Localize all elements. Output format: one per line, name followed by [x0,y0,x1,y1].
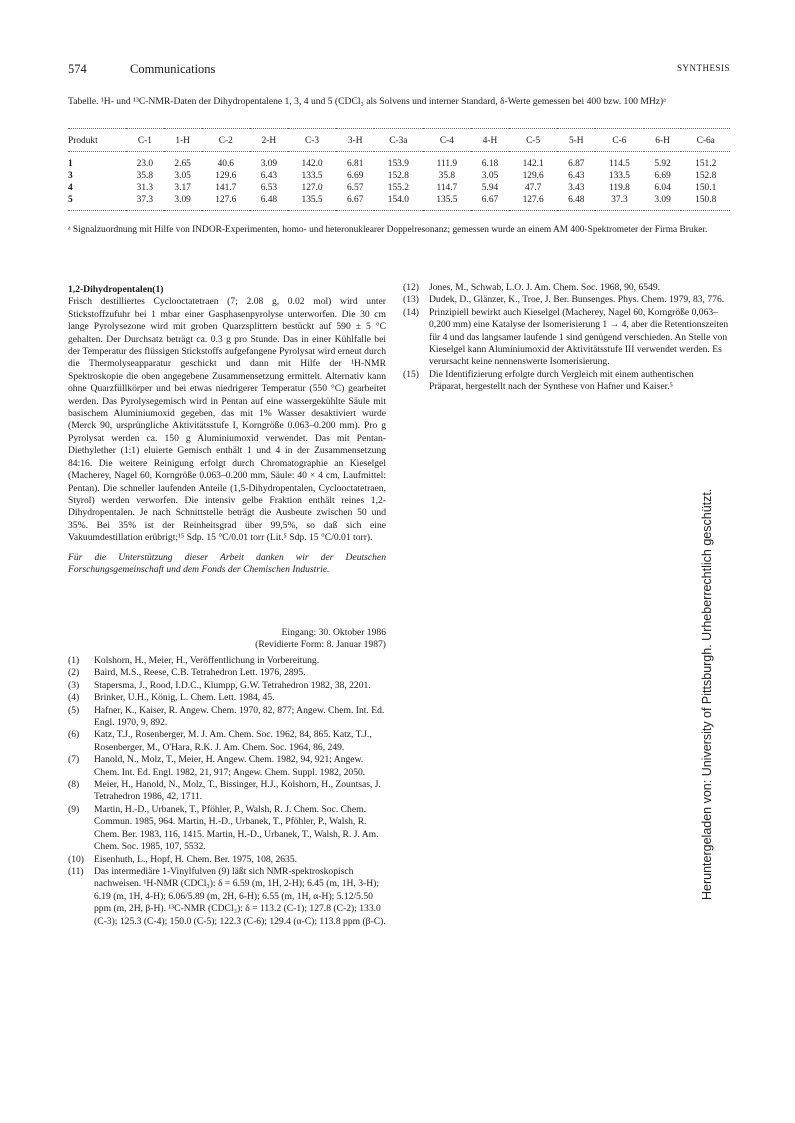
column-header: C-5 [509,129,558,152]
page-number: 574 [68,62,87,76]
table-cell: 114.7 [436,183,458,193]
table-cell: 141.7 [215,183,237,193]
column-header: 6-H [644,129,682,152]
table-header-row [68,129,730,152]
table-cell: 6.57 [346,183,364,193]
reference-number: (15) [403,368,419,380]
table-cell: 35.8 [438,171,456,181]
column-header: 1-H [164,129,202,152]
column-header: 2-H [250,129,288,152]
reference-number: (7) [68,754,80,766]
table-row [68,170,730,182]
table-cell: 35.8 [136,171,154,181]
reference-item [403,294,730,306]
reference-item [68,804,386,854]
received-date: Eingang: 30. Oktober 1986 [281,627,386,638]
reference-text: Hanold, N., Molz, T., Meier, H. Angew. Chem. 1982, 94, 921; Angew. Chem. Int. Ed. Engl. 1982, 21, 917; Angew. Chem. Suppl. 1982, 2050. [94,754,366,778]
table-cell: 133.5 [608,171,630,181]
reference-text: Kolshorn, H., Meier, H., Veröffentlichung in Vorbereitung. [94,655,320,666]
table-cell: 127.6 [509,194,558,211]
left-column [68,284,386,576]
reference-item [68,779,386,804]
table-cell: 129.6 [215,171,237,181]
table-footnote: ᵃ Signalzuordnung mit Hilfe von INDOR-Experimenten, homo- und heteronuklearer Doppelresonanz; gemessen wurde an einem AM 400-Spektrometer der Firma Bruker. [68,225,708,235]
nmr-data-table [68,128,730,211]
reference-text: Das intermediäre 1-Vinylfulven (9) läßt sich NMR-spektroskopisch nachweisen. ¹H-NMR (CDCl₃): δ = 6.59 (m, 1H, 2-H); 6.45 (m, 1H, 3-H); 6.19 (m, 1H, 4-H); 6.06/5.89 (m, 2H, 6-H); 6.55 (m, 1H, α-H); 5.12/5.50 ppm (m, 2H, β-H). ¹³C-NMR (CDCl₃): δ = 113.2 (C-1); 127.8 (C-2); 133.0 (C-3); 125.3 (C-4); 150.0 (C-5); 122.3 (C-6); 129.4 (α-C); 113.8 ppm (β-C). [94,865,386,927]
reference-number: (14) [403,306,419,318]
reference-item [68,754,386,779]
table-cell: 23.0 [136,159,154,169]
reference-item [68,705,386,730]
reference-item [68,854,386,866]
product-id-cell: 4 [68,183,73,193]
table-cell: 150.1 [695,183,717,193]
table-cell: 111.9 [436,159,458,169]
reference-number: (5) [68,704,80,716]
table-cell: 2.65 [174,159,191,169]
reference-item [403,282,730,294]
column-header: 4-H [471,129,509,152]
table-cell: 119.8 [609,183,630,193]
reference-text: Martin, H.-D., Urbanek, T., Pföhler, P., Walsh, R. J. Chem. Soc. Chem. Commun. 1985, 964. Martin, H.-D., Urbanek, T., Pföhler, P., Walsh, R. Chem. Ber. 1983, 116, 1415. Martin, H.-D., Urbanek, T., Walsh, R. J. Am. Chem. Soc. 1985, 107, 5532. [94,803,379,853]
column-header: C-3 [288,129,337,152]
table-cell: 152.8 [387,171,409,181]
reference-text: Dudek, D., Glänzer, K., Troe, J. Ber. Bunsenges. Phys. Chem. 1979, 83, 776. [429,294,725,306]
table-cell: 6.53 [260,183,278,193]
reference-number: (6) [68,729,80,741]
reference-item [68,692,386,704]
column-header: C-1 [126,129,164,152]
table-cell: 127.0 [301,183,323,193]
references-right [403,282,730,394]
reference-text: Katz, T.J., Rosenberger, M. J. Am. Chem. Soc. 1962, 84, 865. Katz, T.J., Rosenberger, M., O'Hara, R.K. J. Am. Chem. Soc. 1964, 86, 249. [94,729,372,753]
procedure-text: Frisch destilliertes Cyclooctatetraen (7; 2.08 g, 0.02 mol) wird unter Stickstoffzufuhr bei 1 mbar einer Gasphasenpyrolyse unterworfen. Die 30 cm lange Pyrolysezone wird mit groben Quarzsplittern bestückt auf 590 ± 5 °C gehalten. Der Durchsatz beträgt ca. 0.3 g pro Stunde. Das in einer Kühlfalle bei der Temperatur des flüssigen Stickstoffs aufgefangene Pyrolysat wird erneut durch die Thermolyseapparatur geschickt und dann mit Hilfe der ¹H-NMR Spektroskopie die oben angegebene Zusammensetzung ermittelt. Alternativ kann ohne Quarzfüllkörper und bei etwas niedrigerer Temperatur (550 °C) gearbeitet werden. Das Pyrolysegemisch wird in Pentan auf eine wassergekühlte Säule mit basischem Aluminiumoxid gegeben, das mit 1% Wasser desaktiviert wurde (Merck 90, ursprüngliche Aktivitätsstufe I, Korngröße 0.063–0.200 mm). Pro g Pyrolysat werden ca. 150 g Aluminiumoxid verwendet. Das mit Pentan-Diethylether (1:1) eluierte Gemisch enthält 1 und 4 in der Zusammensetzung 84:16. Die weitere Reinigung erfolgt durch Chromatographie an Kieselgel (Macherey, Nagel 60, Korngröße 0.063–0.200 mm, Säule: 40 × 4 cm, Laufmittel: Pentan). Die schneller laufenden Anteile (1,5-Dihydropentalen, Cyclooctatetraen, Styrol) werden verworfen. Die intensiv gelbe Fraktion enthält reines 1,2-Dihydropentalen. Je nach Schnittstelle beträgt die Ausbeute zwischen 50 und 35%. Bei 35% ist der Reinheitsgrad über 99,5%, so daß sich eine Vakuumdestillation erübrigt;¹⁵ Sdp. 15 °C/0.01 torr (Lit.⁵ Sdp. 15 °C/0.01 torr). [68,296,386,544]
table-cell: 5.94 [481,183,499,193]
table-cell: 3.09 [644,194,682,211]
table-cell: 3.05 [481,171,499,181]
table-cell: 155.2 [387,183,409,193]
table-cell: 129.6 [522,171,544,181]
table-cell: 127.6 [202,194,251,211]
reference-item [68,729,386,754]
reference-text: Stapersma, J., Rood, I.D.C., Klumpp, G.W. Tetrahedron 1982, 38, 2201. [94,679,371,691]
reference-text: Meier, H., Hanold, N., Molz, T., Bissinger, H.J., Kolshorn, H., Zountsas, J. Tetrahedron 1986, 42, 1711. [94,779,381,803]
reference-item [68,680,386,692]
table-cell: 153.9 [387,159,409,169]
table-cell: 133.5 [301,171,323,181]
table-cell: 152.8 [695,171,717,181]
reference-text: Baird, M.S., Reese, C.B. Tetrahedron Lett. 1976, 2895. [94,667,306,679]
table-cell: 3.43 [568,183,585,193]
table-cell: 37.3 [595,194,644,211]
table-caption: Tabelle. ¹H- und ¹³C-NMR-Daten der Dihydropentalene 1, 3, 4 und 5 (CDCl₃ als Solvens und interner Standard, δ-Werte gemessen bei 400 bzw. 100 MHz)ᵃ [68,96,666,107]
column-header: 5-H [557,129,595,152]
table-cell: 3.05 [174,171,191,181]
table-cell: 135.5 [423,194,472,211]
table-cell: 3.09 [164,194,202,211]
table-body [68,152,730,211]
table-cell: 114.5 [609,159,630,169]
table-cell: 6.67 [336,194,374,211]
table-cell: 151.2 [695,159,717,169]
table-cell: 40.6 [217,159,234,169]
table-cell: 6.18 [481,159,499,169]
received-dates [200,627,386,652]
reference-text: Brinker, U.H., König, L. Chem. Lett. 1984, 45. [94,692,275,704]
reference-text: Eisenhuth, L., Hopf, H. Chem. Ber. 1975, 108, 2635. [94,853,298,865]
table-cell: 37.3 [126,194,164,211]
reference-number: (2) [68,667,80,679]
procedure-title: 1,2-Dihydropentalen(1) [68,284,164,295]
product-id-cell: 5 [68,194,126,211]
reference-number: (11) [68,865,84,877]
product-id-cell: 1 [68,159,73,169]
section-title: Communications [130,62,216,76]
reference-item [403,369,730,394]
acknowledgement: Für die Unterstützung dieser Arbeit danken wir der Deutschen Forschungsgemeinschaft und dem Fonds der Chemischen Industrie. [68,551,386,575]
reference-text: Prinzipiell bewirkt auch Kieselgel (Macherey, Nagel 60, Korngröße 0,063–0,200 mm) eine Katalyse der Isomerisierung 1 → 4, aber die Retentionszeiten für 4 und das langsamer laufende 1 sind genügend verschieden. An Stelle von Kieselgel kann Aluminiumoxid der Aktivitätsstufe III verwendet werden. Es verursacht keine nennenswerte Isomerisierung. [429,306,729,368]
column-header: Produkt [68,129,126,152]
table-cell: 6.48 [250,194,288,211]
table-cell: 6.43 [260,171,278,181]
running-header [68,62,730,78]
table-cell: 6.43 [568,171,585,181]
product-id-cell: 3 [68,171,73,181]
table-cell: 3.09 [260,159,278,169]
reference-number: (3) [68,679,80,691]
reference-number: (4) [68,692,80,704]
table-row [68,194,730,211]
table-row [68,152,730,171]
references-left [68,655,386,928]
reference-text: Jones, M., Schwab, L.O. J. Am. Chem. Soc. 1968, 90, 6549. [429,282,661,293]
table-cell: 47.7 [524,183,542,193]
reference-number: (1) [68,655,80,666]
table-cell: 6.87 [568,159,585,169]
table-cell: 6.04 [654,183,671,193]
table-cell: 31.3 [136,183,154,193]
table-cell: 6.69 [654,171,671,181]
reference-number: (8) [68,779,80,791]
reference-text: Die Identifizierung erfolgte durch Vergleich mit einem authentischen Präparat, hergestellt nach der Synthese von Hafner und Kaiser.⁵ [429,368,694,393]
reference-number: (12) [403,282,419,293]
table-row [68,182,730,194]
reference-text: Hafner, K., Kaiser, R. Angew. Chem. 1970, 82, 877; Angew. Chem. Int. Ed. Engl. 1970, 9, 892. [94,704,385,729]
table-cell: 142.0 [301,159,323,169]
table-cell: 5.92 [654,159,671,169]
column-header: C-6 [595,129,644,152]
table-cell: 154.0 [374,194,423,211]
reference-number: (9) [68,803,80,815]
column-header: C-4 [423,129,472,152]
reference-number: (10) [68,853,84,865]
table-cell: 142.1 [522,159,544,169]
column-header: 3-H [336,129,374,152]
reference-item [68,655,386,667]
column-header: C-6a [681,129,730,152]
journal-name: SYNTHESIS [676,63,730,73]
table-cell: 6.81 [346,159,364,169]
table-cell: 6.69 [346,171,364,181]
table-cell: 3.17 [174,183,191,193]
reference-item [68,866,386,928]
reference-number: (13) [403,294,419,306]
table-cell: 6.48 [557,194,595,211]
table-cell: 6.67 [471,194,509,211]
reference-item [68,667,386,679]
reference-item [403,307,730,369]
column-header: C-2 [202,129,251,152]
table-cell: 135.5 [288,194,337,211]
download-notice: Heruntergeladen von: University of Pittsburgh. Urheberrechtlich geschützt. [700,488,714,900]
table-cell: 150.8 [681,194,730,211]
revised-date: (Revidierte Form: 8. Januar 1987) [255,639,386,651]
column-header: C-3a [374,129,423,152]
